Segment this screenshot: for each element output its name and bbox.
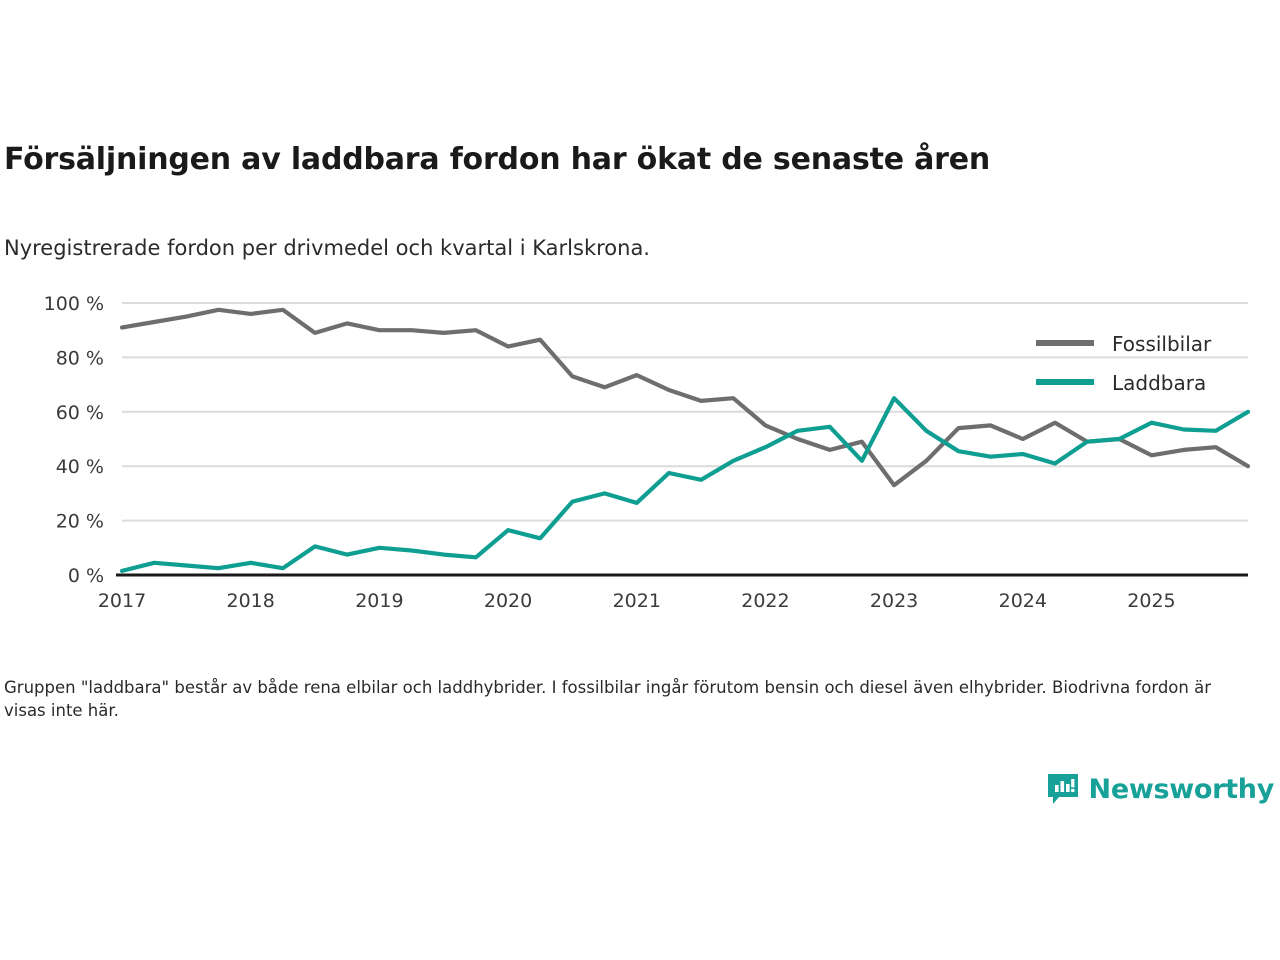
x-axis-tick-label: 2022 bbox=[741, 590, 790, 612]
logo-wordmark: Newsworthy bbox=[1088, 773, 1274, 805]
line-chart bbox=[0, 285, 1280, 625]
legend-label: Laddbara bbox=[1112, 371, 1207, 395]
x-axis-tick-label: 2020 bbox=[483, 590, 533, 612]
x-axis-tick-label: 2017 bbox=[97, 590, 147, 612]
y-axis-tick-label: 0 % bbox=[67, 565, 104, 587]
page-subtitle: Nyregistrerade fordon per drivmedel och kvartal i Karlskrona. bbox=[4, 236, 650, 260]
x-axis-tick-label: 2025 bbox=[1127, 590, 1176, 612]
x-axis-tick-label: 2024 bbox=[998, 590, 1047, 612]
newsworthy-logo bbox=[1046, 772, 1274, 806]
x-axis-tick-label: 2019 bbox=[355, 590, 404, 612]
chart-container bbox=[0, 285, 1280, 625]
bar-chart-speech-bubble-icon bbox=[1046, 772, 1080, 806]
chart-footnote: Gruppen "laddbara" består av både rena elbilar och laddhybrider. I fossilbilar ingår förutom bensin och diesel även elhybrider. Biodrivna fordon är visas inte här. bbox=[4, 678, 1211, 721]
y-axis-tick-label: 40 % bbox=[55, 456, 104, 479]
x-axis-tick-label: 2018 bbox=[226, 590, 275, 612]
page-title: Försäljningen av laddbara fordon har ökat de senaste åren bbox=[4, 142, 991, 177]
y-axis-tick-label: 80 % bbox=[55, 347, 104, 370]
series-line-laddbara bbox=[122, 398, 1248, 571]
y-axis-tick-label: 20 % bbox=[55, 510, 104, 533]
series-line-fossilbilar bbox=[122, 310, 1248, 485]
y-axis-tick-label: 60 % bbox=[55, 401, 104, 424]
x-axis-tick-label: 2023 bbox=[869, 590, 919, 612]
legend-label: Fossilbilar bbox=[1112, 332, 1212, 356]
x-axis-tick-label: 2021 bbox=[612, 590, 661, 612]
y-axis-tick-label: 100 % bbox=[43, 293, 104, 315]
